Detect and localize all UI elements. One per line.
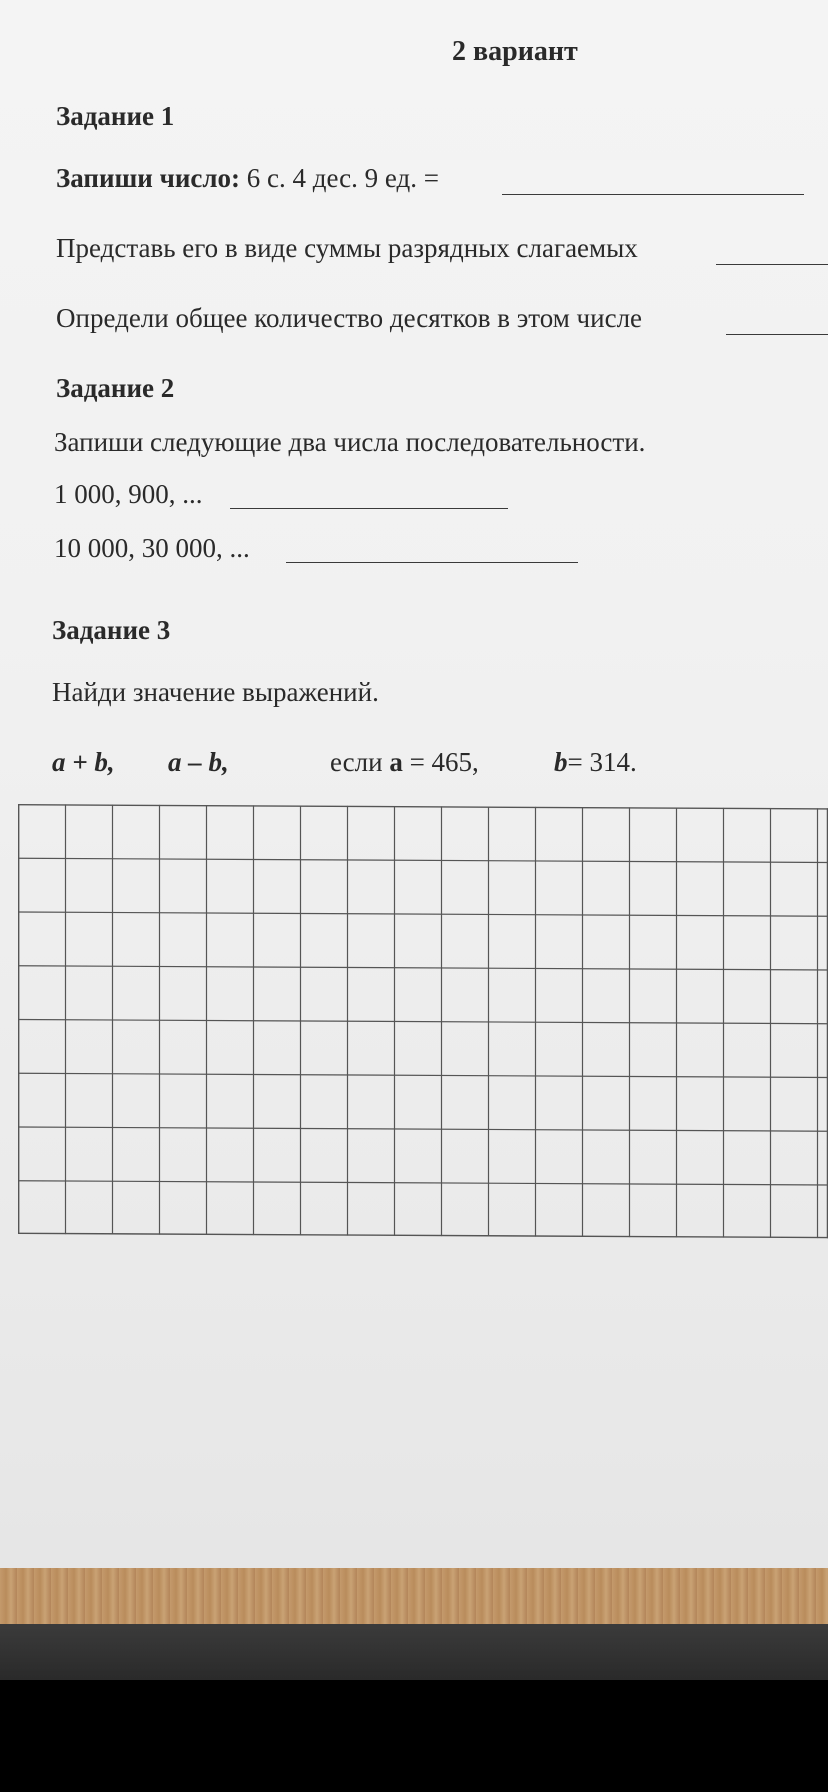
grid-horizontal-line bbox=[18, 858, 828, 862]
grid-horizontal-line bbox=[18, 966, 828, 970]
task3-value-b: = 314. bbox=[567, 747, 637, 777]
task1-line3: Определи общее количество десятков в этом числе bbox=[56, 303, 643, 333]
task1-line1-value: 6 с. 4 дес. 9 ед. = bbox=[246, 163, 439, 193]
answer-grid[interactable] bbox=[18, 804, 828, 1238]
grid-horizontal-line bbox=[18, 1181, 828, 1185]
task1-line2: Представь его в виде суммы разрядных слагаемых bbox=[56, 233, 638, 263]
task1-line1-label: Запиши число: bbox=[56, 163, 241, 193]
task3-expression-sum: a + b, bbox=[52, 747, 115, 777]
task3-heading: Задание 3 bbox=[52, 615, 171, 645]
task2-sequence-1: 1 000, 900, ... bbox=[54, 479, 203, 509]
task2-instruction: Запиши следующие два числа последовательности. bbox=[54, 427, 646, 457]
task3-instruction: Найди значение выражений. bbox=[52, 677, 379, 707]
dark-floor bbox=[0, 1624, 828, 1680]
task1-answer2-line[interactable] bbox=[716, 264, 828, 265]
grid-horizontal-line bbox=[18, 1020, 828, 1024]
task2-answer2-line[interactable] bbox=[286, 562, 578, 563]
grid-horizontal-line bbox=[18, 1073, 828, 1077]
task3-variable-a: a bbox=[389, 747, 403, 777]
task3-variable-b: b bbox=[554, 747, 568, 777]
grid-horizontal-line bbox=[18, 912, 828, 916]
task1-heading: Задание 1 bbox=[56, 101, 175, 131]
task2-answer1-line[interactable] bbox=[230, 508, 508, 509]
bottom-black-bar bbox=[0, 1680, 828, 1792]
task2-heading: Задание 2 bbox=[56, 373, 175, 403]
variant-title: 2 вариант bbox=[452, 36, 578, 67]
task1-line1 bbox=[56, 162, 439, 194]
task3-condition-prefix: если bbox=[330, 747, 383, 777]
grid-horizontal-line bbox=[18, 1234, 828, 1238]
grid-horizontal-line bbox=[18, 805, 828, 809]
task3-condition-a bbox=[330, 746, 479, 778]
task1-answer1-line[interactable] bbox=[502, 194, 804, 195]
task3-value-a: = 465, bbox=[409, 747, 479, 777]
answer-grid-lines bbox=[18, 804, 828, 1238]
task3-condition-b bbox=[554, 746, 637, 778]
task1-answer3-line[interactable] bbox=[726, 334, 828, 335]
task3-expression-difference: a – b, bbox=[168, 747, 229, 777]
task2-sequence-2: 10 000, 30 000, ... bbox=[54, 533, 250, 563]
grid-horizontal-line bbox=[18, 1127, 828, 1131]
wooden-table-edge bbox=[0, 1568, 828, 1624]
